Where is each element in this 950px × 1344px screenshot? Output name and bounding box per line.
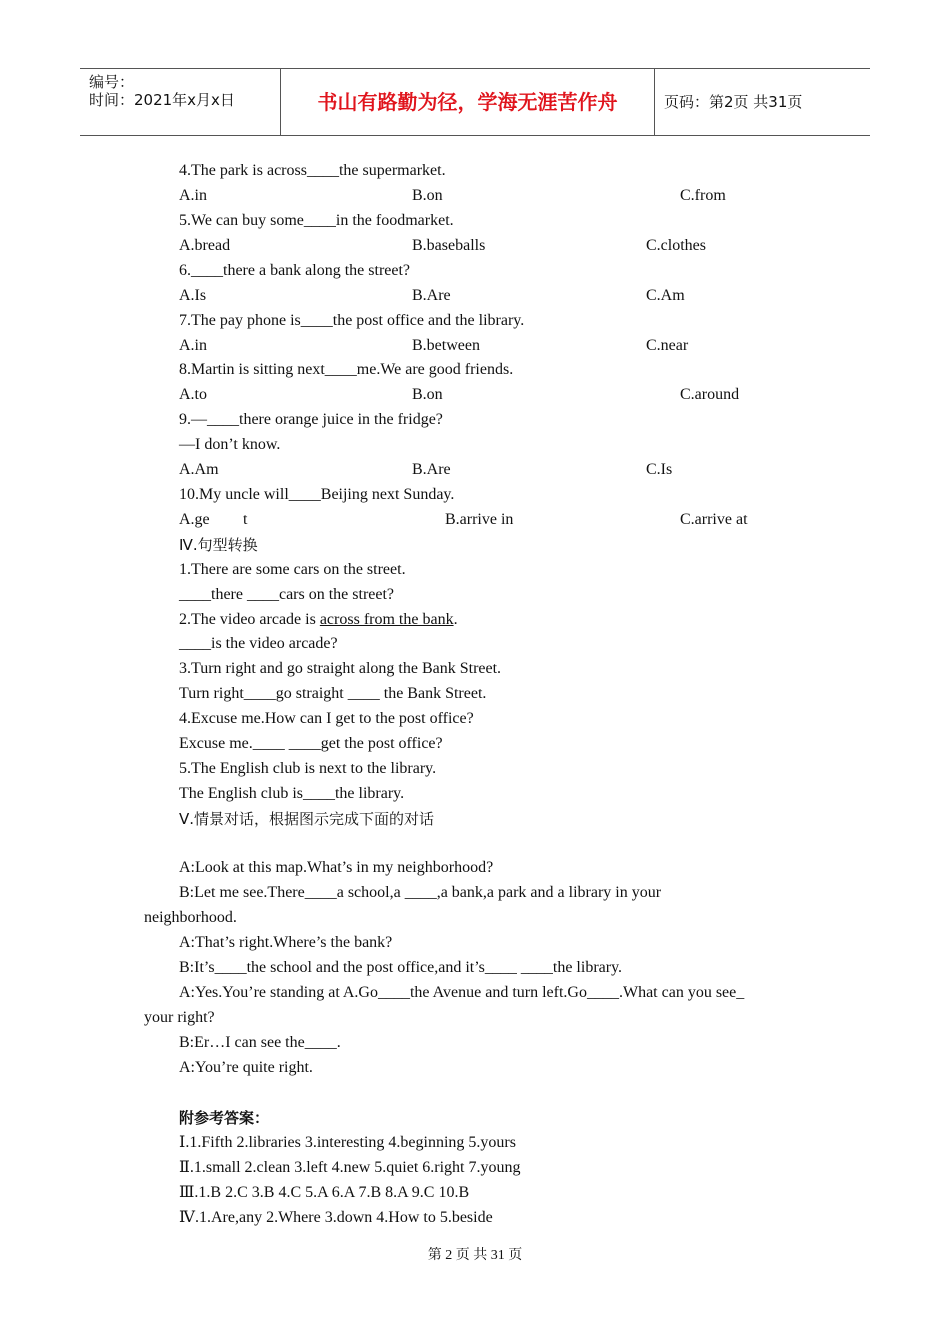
dialog-line-6: B:Er…I can see the____. <box>179 1034 341 1051</box>
dialog-line-1: A:Look at this map.What’s in my neighborhood? <box>179 859 494 876</box>
answers-section-2: Ⅱ.1.small 2.clean 3.left 4.new 5.quiet 6.right 7.young <box>179 1159 521 1176</box>
dialog-line-4: B:It’s____the school and the post office,and it’s____ ____the library. <box>179 959 623 976</box>
s4-line-3 <box>179 610 458 630</box>
q4-option-c: C.from <box>680 187 726 204</box>
question-9: 9.—____there orange juice in the fridge? <box>179 411 443 428</box>
header-motto: 书山有路勤为径，学海无涯苦作舟 <box>281 69 655 135</box>
s4-line-3-start: 2.The video arcade is <box>179 611 320 628</box>
q7-option-c: C.near <box>646 337 689 354</box>
q9-option-c: C.Is <box>646 461 673 478</box>
q8-option-c: C.around <box>680 386 740 403</box>
q6-option-b: B.Are <box>412 287 451 304</box>
dialog-line-5: A:Yes.You’re standing at A.Go____the Avenue and turn left.Go____.What can you see_ <box>179 984 745 1001</box>
q7-option-a: A.in <box>179 337 207 354</box>
header-meta <box>80 69 281 135</box>
q4-option-b: B.on <box>412 187 443 204</box>
section-5-title: Ⅴ.情景对话，根据图示完成下面的对话 <box>179 810 435 828</box>
s4-line-10: The English club is____the library. <box>179 785 405 802</box>
s4-line-9: 5.The English club is next to the library. <box>179 760 437 777</box>
q5-option-b: B.baseballs <box>412 237 486 254</box>
dialog-line-2-cont: neighborhood. <box>144 909 237 926</box>
s4-line-6: Turn right____go straight ____ the Bank Street. <box>179 685 487 702</box>
section-4-title: Ⅳ.句型转换 <box>179 536 258 554</box>
q8-option-a: A.to <box>179 386 207 403</box>
q6-option-c: C.Am <box>646 287 685 304</box>
q10-option-a-tail: t <box>243 511 248 528</box>
s4-line-4: ____is the video arcade? <box>179 635 338 652</box>
answers-title: 附参考答案： <box>179 1109 270 1127</box>
q10-option-a: A.ge <box>179 511 210 528</box>
q9-option-a: A.Am <box>179 461 219 478</box>
header-number: 编号： <box>89 73 135 91</box>
answers-section-1: Ⅰ.1.Fifth 2.libraries 3.interesting 4.beginning 5.yours <box>179 1134 516 1151</box>
q9-option-b: B.Are <box>412 461 451 478</box>
q5-option-c: C.clothes <box>646 237 706 254</box>
page-footer: 第 2 页 共 31 页 <box>427 1248 523 1263</box>
question-4: 4.The park is across____the supermarket. <box>179 162 446 179</box>
s4-line-1: 1.There are some cars on the street. <box>179 561 406 578</box>
answers-section-4: Ⅳ.1.Are,any 2.Where 3.down 4.How to 5.beside <box>179 1209 493 1226</box>
dialog-line-7: A:You’re quite right. <box>179 1059 313 1076</box>
q5-option-a: A.bread <box>179 237 231 254</box>
question-6: 6.____there a bank along the street? <box>179 262 411 279</box>
dialog-line-3: A:That’s right.Where’s the bank? <box>179 934 393 951</box>
q7-option-b: B.between <box>412 337 480 354</box>
header-time: 时间：2021年x月x日 <box>89 91 235 109</box>
s4-line-3-underlined: across from the bank <box>319 611 454 628</box>
question-5: 5.We can buy some____in the foodmarket. <box>179 212 454 229</box>
q10-option-c: C.arrive at <box>680 511 748 528</box>
s4-line-7: 4.Excuse me.How can I get to the post office? <box>179 710 474 727</box>
q8-option-b: B.on <box>412 386 443 403</box>
question-9-reply: —I don’t know. <box>179 436 281 453</box>
answers-section-3: Ⅲ.1.B 2.C 3.B 4.C 5.A 6.A 7.B 8.A 9.C 10.B <box>179 1184 470 1201</box>
question-7: 7.The pay phone is____the post office and the library. <box>179 312 525 329</box>
s4-line-8: Excuse me.____ ____get the post office? <box>179 735 443 752</box>
question-10: 10.My uncle will____Beijing next Sunday. <box>179 486 455 503</box>
header-page-info: 页码：第2页 共31页 <box>664 93 803 111</box>
page-header <box>80 68 870 136</box>
q6-option-a: A.Is <box>179 287 207 304</box>
dialog-line-2: B:Let me see.There____a school,a ____,a bank,a park and a library in your <box>179 884 662 901</box>
q10-option-b: B.arrive in <box>445 511 514 528</box>
question-8: 8.Martin is sitting next____me.We are good friends. <box>179 361 514 378</box>
q4-option-a: A.in <box>179 187 207 204</box>
s4-line-2: ____there ____cars on the street? <box>179 586 395 603</box>
s4-line-5: 3.Turn right and go straight along the Bank Street. <box>179 660 502 677</box>
s4-line-3-end: . <box>453 611 458 628</box>
dialog-line-5-cont: your right? <box>144 1009 215 1026</box>
